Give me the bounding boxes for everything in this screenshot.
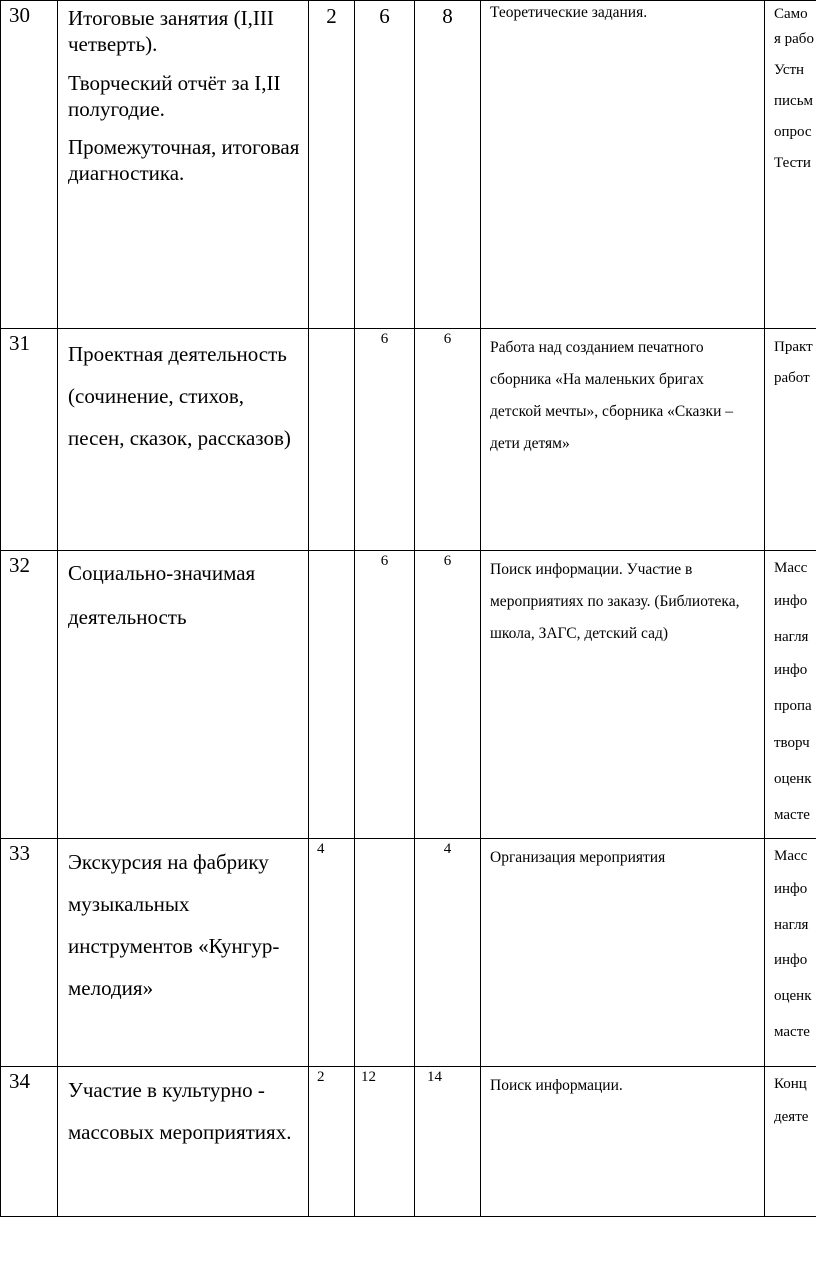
topic-cell: Проектная деятельность (сочинение, стихов, песен, сказок, рассказов)	[58, 329, 309, 551]
theory-hours-cell: 4	[309, 839, 355, 1067]
topic-cell: Участие в культурно - массовых мероприятиях.	[58, 1067, 309, 1217]
topic-line: Итоговые занятия (I,III четверть).	[68, 6, 274, 57]
control-form-line: нагля	[774, 629, 809, 645]
theory-hours-cell	[309, 551, 355, 839]
control-form-line: творч	[774, 735, 810, 751]
control-form-line: я рабо	[774, 31, 814, 47]
practice-hours-cell: 6	[355, 329, 415, 551]
control-form-line: Масс	[774, 848, 808, 864]
control-form-line: письм	[774, 93, 814, 109]
control-form-line: масте	[774, 807, 810, 823]
control-form-line: инфо	[774, 593, 808, 609]
table-row	[1, 329, 816, 551]
control-form-line: деяте	[774, 1109, 809, 1125]
control-form-cell	[765, 551, 816, 839]
content-cell: Организация мероприятия	[481, 839, 765, 1067]
control-form-line: опрос	[774, 124, 812, 140]
practice-hours-cell: 6	[355, 1, 415, 329]
total-hours-cell: 14	[415, 1067, 481, 1217]
table-row	[1, 551, 816, 839]
table-row	[1, 1067, 816, 1217]
content-cell: Работа над созданием печатного сборника «На маленьких бригах детской мечты», сборника «Сказки – дети детям»	[481, 329, 765, 551]
control-form-line: пропа	[774, 698, 812, 714]
content-cell: Поиск информации. Участие в мероприятиях по заказу. (Библиотека, школа, ЗАГС, детский сад)	[481, 551, 765, 839]
control-form-line: работ	[774, 370, 810, 386]
row-number-cell: 30	[1, 1, 58, 329]
control-form-line: нагля	[774, 917, 809, 933]
control-form-cell	[765, 1067, 816, 1217]
topic-line: Творческий отчёт за I,II полугодие.	[68, 70, 281, 121]
control-form-line: Само	[774, 6, 808, 22]
practice-hours-cell	[355, 839, 415, 1067]
row-number-cell: 34	[1, 1067, 58, 1217]
topic-cell: Социально-значимая деятельность	[58, 551, 309, 839]
theory-hours-cell: 2	[309, 1, 355, 329]
topic-line: Промежуточная, итоговая диагностика.	[68, 135, 300, 186]
practice-hours-cell: 12	[355, 1067, 415, 1217]
table-row	[1, 839, 816, 1067]
row-number-cell: 33	[1, 839, 58, 1067]
total-hours-cell: 8	[415, 1, 481, 329]
control-form-line: Масс	[774, 560, 808, 576]
total-hours-cell: 6	[415, 551, 481, 839]
control-form-line: Конц	[774, 1076, 807, 1092]
control-form-line: Устн	[774, 62, 805, 78]
row-number-cell: 31	[1, 329, 58, 551]
total-hours-cell: 6	[415, 329, 481, 551]
control-form-line: инфо	[774, 881, 808, 897]
total-hours-cell: 4	[415, 839, 481, 1067]
topic-cell: Экскурсия на фабрику музыкальных инструментов «Кунгур-мелодия»	[58, 839, 309, 1067]
control-form-line: масте	[774, 1024, 810, 1040]
control-form-line: оценк	[774, 771, 812, 787]
content-cell: Поиск информации.	[481, 1067, 765, 1217]
theory-hours-cell	[309, 329, 355, 551]
content-cell: Теоретические задания.	[481, 1, 765, 329]
control-form-line: Практ	[774, 339, 813, 355]
theory-hours-cell: 2	[309, 1067, 355, 1217]
control-form-line: инфо	[774, 662, 808, 678]
row-number-cell: 32	[1, 551, 58, 839]
control-form-cell	[765, 839, 816, 1067]
topic-cell	[58, 1, 309, 329]
control-form-line: Тести	[774, 155, 811, 171]
control-form-line: оценк	[774, 988, 812, 1004]
table-row	[1, 1, 816, 329]
control-form-line: инфо	[774, 952, 808, 968]
control-form-cell	[765, 1, 816, 329]
control-form-cell	[765, 329, 816, 551]
practice-hours-cell: 6	[355, 551, 415, 839]
